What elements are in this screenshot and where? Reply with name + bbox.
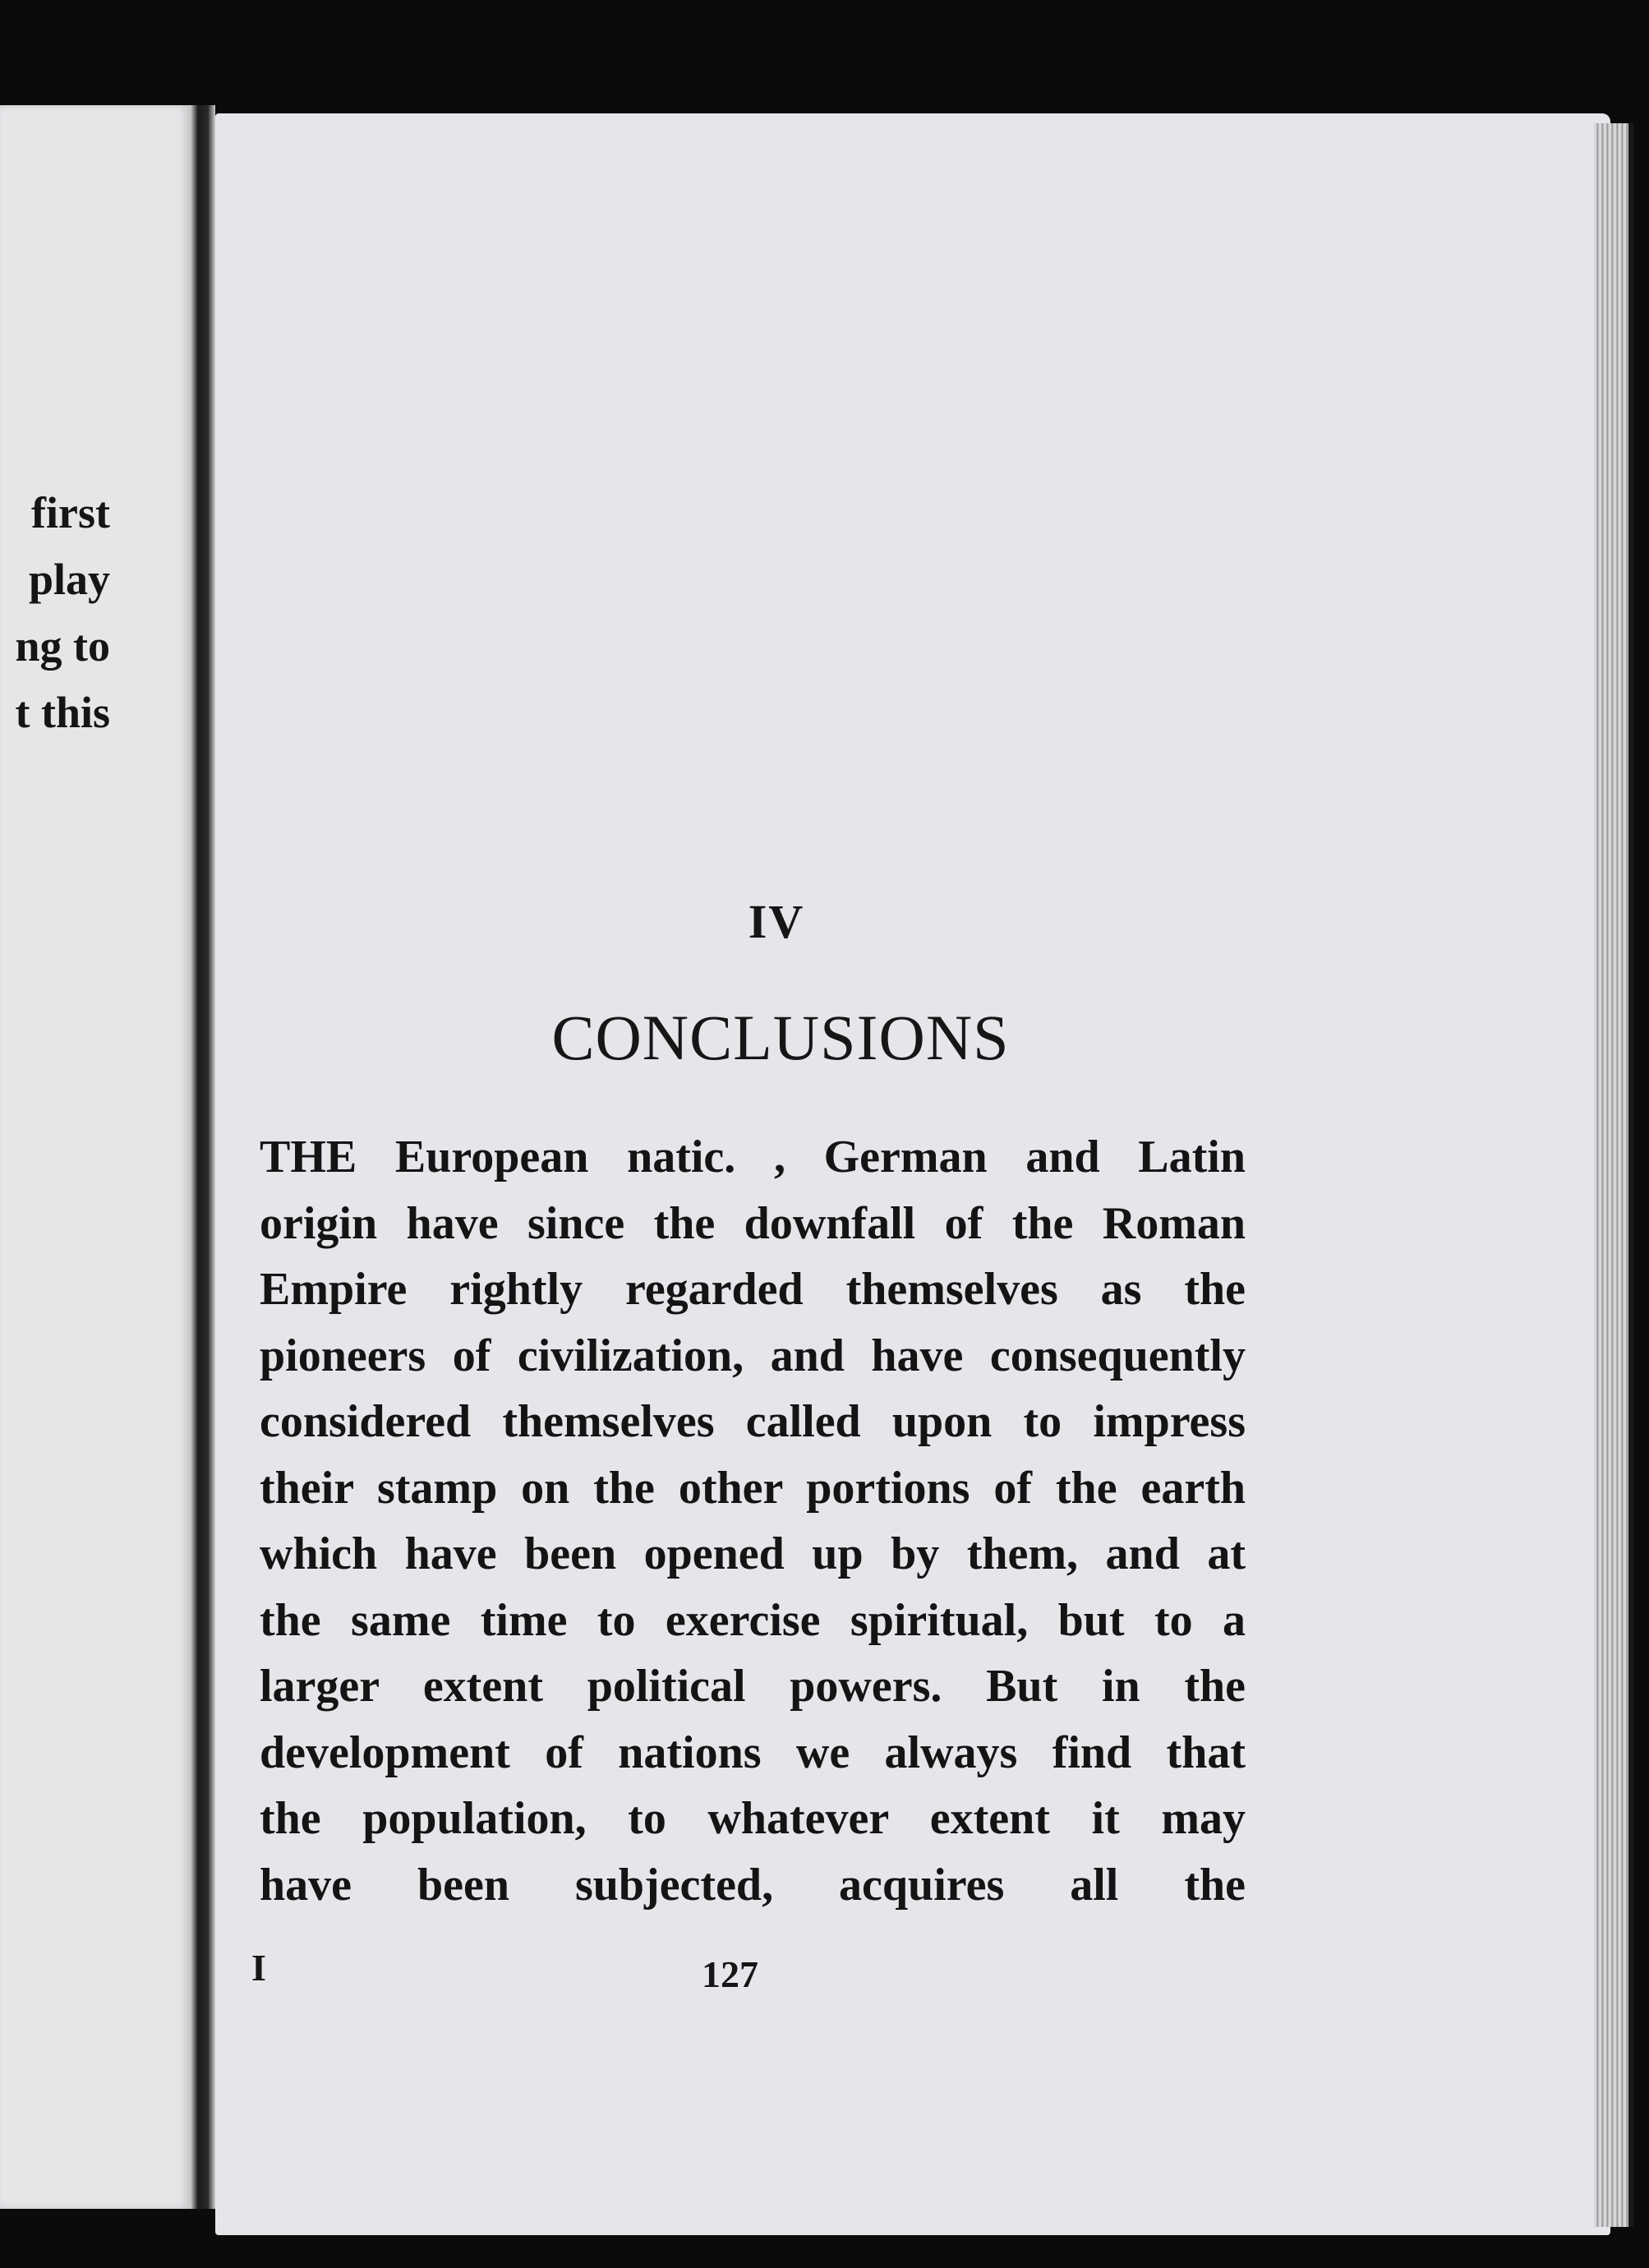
page-footer [251,1946,1237,2003]
body-line: origin have since the downfall of the Roman [260,1197,1246,1249]
page-number: 127 [702,1953,758,1995]
body-line: the same time to exercise spiritual, but to a [260,1594,1246,1646]
body-line: considered themselves called upon to impress [260,1396,1246,1447]
chapter-number: IV [748,895,805,948]
body-line: the population, to whatever extent it may [260,1793,1246,1844]
body-line: THE European natic. , German and Latin [260,1132,1246,1182]
body-line: development of nations we always find that [260,1726,1246,1778]
chapter-title: CONCLUSIONS [551,1002,1010,1073]
left-page-line: play [28,555,110,604]
left-page-line: t this [15,688,110,737]
body-line: Empire rightly regarded themselves as the [260,1264,1246,1315]
body-line: have been subjected, acquires all the [260,1859,1246,1911]
page-edges [1594,123,1633,2227]
signature-mark: I [251,1947,266,1989]
left-page [0,105,191,2209]
left-page-line: ng to [15,621,110,671]
body-line: larger extent political powers. But in the [260,1661,1246,1712]
body-line: pioneers of civilization, and have consequently [260,1330,1246,1381]
book-gutter [191,105,215,2209]
body-line: their stamp on the other portions of the earth [260,1462,1246,1514]
left-page-line: first [31,488,110,537]
body-line: which have been opened up by them, and at [260,1528,1246,1579]
body-paragraph [260,1124,1246,1918]
left-page-text [15,480,110,746]
